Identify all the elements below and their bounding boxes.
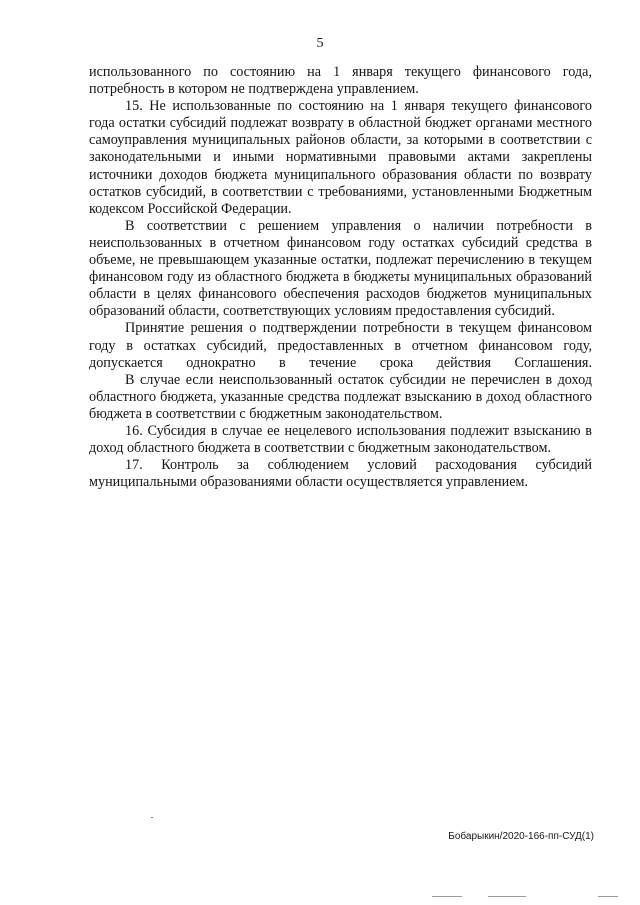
paragraph-item-17: 17. Контроль за соблюдением условий расходования субсидий муниципальными образованиями области осуществляется управлением. (89, 457, 592, 491)
paragraph-one-time-decision: Принятие решения о подтверждении потребности в текущем финансовом году в остатках субсидий, предоставленных в отчетном финансовом году, допускается однократно в течение срока действия Соглашения. (89, 320, 592, 371)
paragraph-continuation: использованного по состоянию на 1 января текущего финансового года, потребность в котором не подтверждена управлением. (89, 64, 592, 98)
paragraph-item-16: 16. Субсидия в случае ее нецелевого использования подлежит взысканию в доход областного бюджета в соответствии с бюджетным законодательством. (89, 422, 592, 457)
paragraph-recovery-of-balance: В случае если неиспользованный остаток субсидии не перечислен в доход областного бюджета, указанные средства подлежат взысканию в доход областного бюджета в соответствии с бюджетным законодательством. (89, 371, 592, 422)
page-number: 5 (316, 36, 324, 51)
document-body (89, 64, 592, 491)
bottom-edge-mark (488, 896, 526, 897)
scan-speck (151, 817, 153, 818)
bottom-edge-mark (598, 896, 618, 897)
footer-reference: Бобарыкин/2020-166-пп-СУД(1) (448, 831, 594, 842)
paragraph-remaining-funds-decision: В соответствии с решением управления о наличии потребности в неиспользованных в отчетном финансовом году остатках субсидий средства в объеме, не превышающем указанные остатки, подлежат перечислению в текущем финансовом году из областного бюджета в бюджеты муниципальных образований области в целях финансового обеспечения расходов бюджетов муниципальных образований области, соответствующих условиям предоставления субсидий. (89, 217, 592, 320)
paragraph-item-15: 15. Не использованные по состоянию на 1 января текущего финансового года остатки субсидий подлежат возврату в областной бюджет органами местного самоуправления муниципальных районов области, за которыми в соответствии с законодательными и иными нормативными правовыми актами закреплены источники доходов бюджета муниципального образования области по возврату остатков субсидий, в соответствии с требованиями, установленными Бюджетным кодексом Российской Федерации. (89, 98, 592, 217)
bottom-edge-mark (432, 896, 462, 897)
